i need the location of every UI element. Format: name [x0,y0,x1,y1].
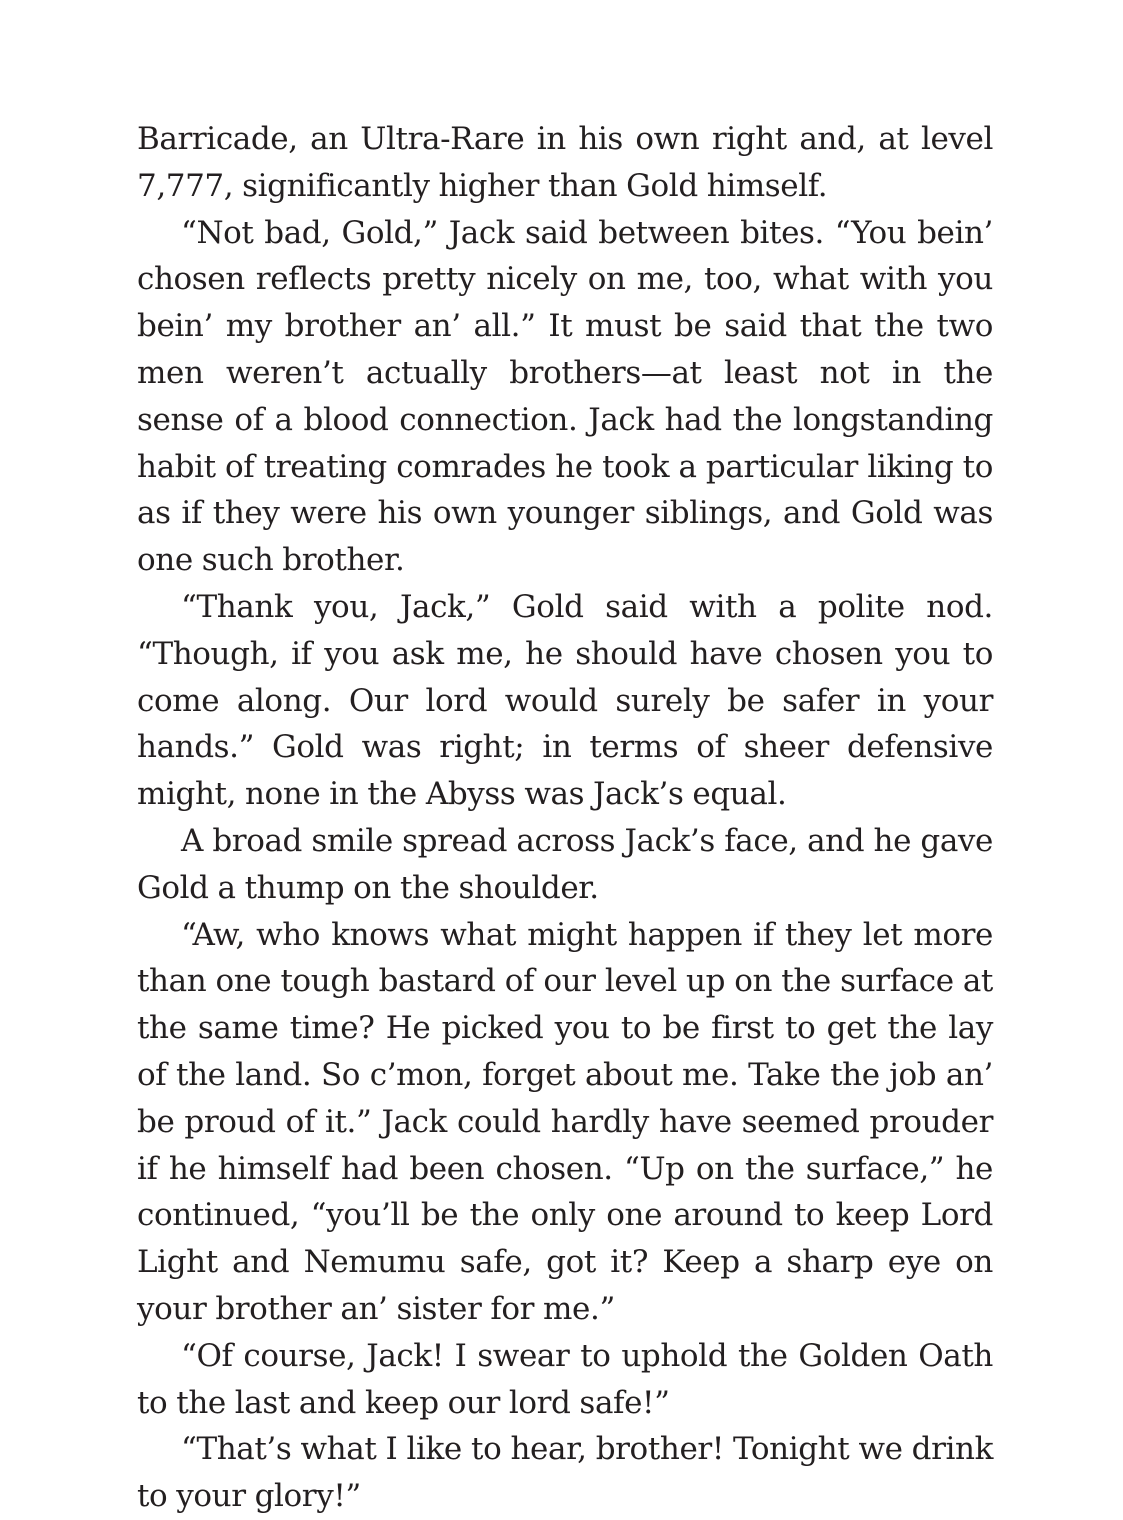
paragraph-golden-oath: “Of course, Jack! I swear to uphold the Golden Oath to the last and keep our lord safe!” [137,1337,993,1421]
paragraph-gold-thanks: “Thank you, Jack,” Gold said with a polite nod. “Though, if you ask me, he should have chosen you to come along. Our lord would surely be safer in your hands.” Gold was right; in terms of sheer defensive might, none in the Abyss was Jack’s equal. [137,588,993,813]
book-page [137,116,993,1520]
paragraph-tonight-drink: “That’s what I like to hear, brother! Tonight we drink to your glory!” [137,1431,993,1515]
paragraph-jack-not-bad: “Not bad, Gold,” Jack said between bites. “You bein’ chosen reflects pretty nicely on me, too, what with you bein’ my brother an’ all.” It must be said that the two men weren’t actually brothers—at least not in the sense of a blood connection. Jack had the longstanding habit of treating comrades he took a particular liking to as if they were his own younger siblings, and Gold was one such brother. [137,214,993,579]
paragraph-continued: Barricade, an Ultra-Rare in his own right and, at level 7,777, significantly higher than Gold himself. [137,121,993,204]
paragraph-broad-smile: A broad smile spread across Jack’s face, and he gave Gold a thump on the shoulder. [137,822,993,906]
paragraph-jack-surface: “Aw, who knows what might happen if they let more than one tough bastard of our level up on the surface at the same time? He picked you to be first to get the lay of the land. So c’mon, forget about me. Take the job an’ be proud of it.” Jack could hardly have seemed prouder if he himself had been chosen. “Up on the surface,” he continued, “you’ll be the only one around to keep Lord Light and Nemumu safe, got it? Keep a sharp eye on your brother an’ sister for me.” [137,916,993,1327]
